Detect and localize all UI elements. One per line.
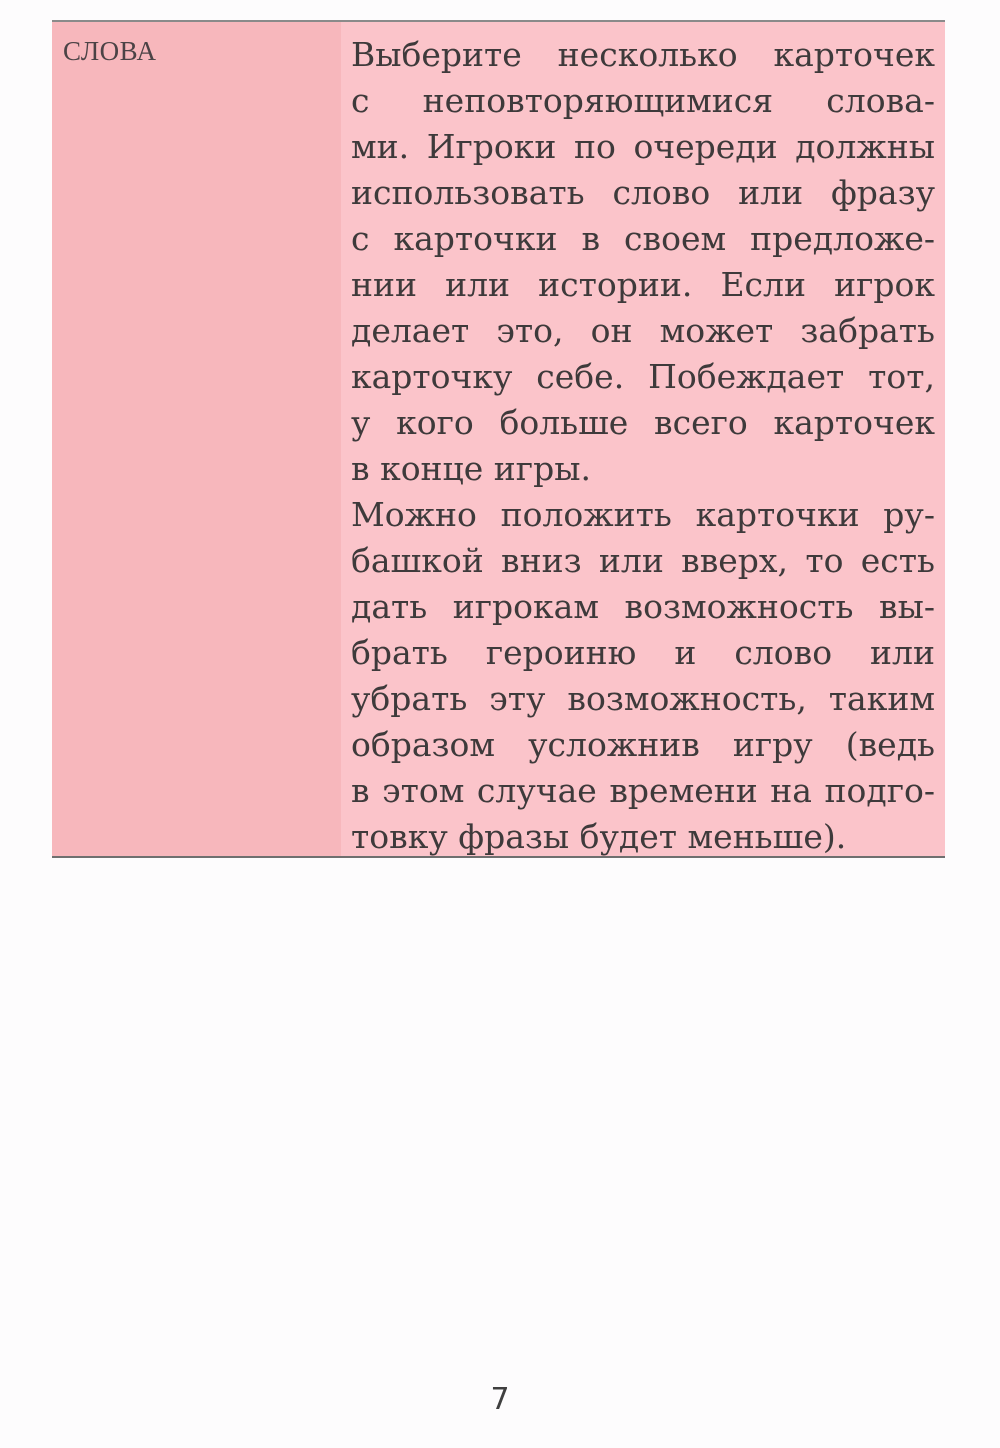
text-line: делает это, он может забрать xyxy=(351,311,935,350)
text-line: в этом случае времени на подго- xyxy=(351,771,935,810)
description-cell xyxy=(341,22,945,856)
page-number: 7 xyxy=(490,1382,510,1417)
text-line: ми. Игроки по очереди должны xyxy=(351,127,935,166)
text-line: убрать эту возможность, таким xyxy=(351,679,935,718)
label-text: СЛОВА xyxy=(63,36,157,66)
text-line: образом усложнив игру (ведь xyxy=(351,725,935,764)
text-line: Выберите несколько карточек xyxy=(351,35,935,74)
text-line: с карточки в своем предложе- xyxy=(351,219,935,258)
text-line: башкой вниз или вверх, то есть xyxy=(351,541,935,580)
text-line: брать героиню и слово или xyxy=(351,633,935,672)
paragraph-1 xyxy=(351,32,935,492)
text-line: с неповторяющимися слова- xyxy=(351,81,935,120)
text-line: использовать слово или фразу xyxy=(351,173,935,212)
text-line: в конце игры. xyxy=(351,449,591,488)
text-line: у кого больше всего карточек xyxy=(351,403,935,442)
paragraph-2 xyxy=(351,492,935,860)
label-cell xyxy=(52,22,341,856)
rules-table xyxy=(52,20,945,858)
text-line: дать игрокам возможность вы- xyxy=(351,587,935,626)
text-line: нии или истории. Если игрок xyxy=(351,265,935,304)
text-line: карточку себе. Побеждает тот, xyxy=(351,357,935,396)
text-line: товку фразы будет меньше). xyxy=(351,817,847,856)
text-line: Можно положить карточки ру- xyxy=(351,495,935,534)
